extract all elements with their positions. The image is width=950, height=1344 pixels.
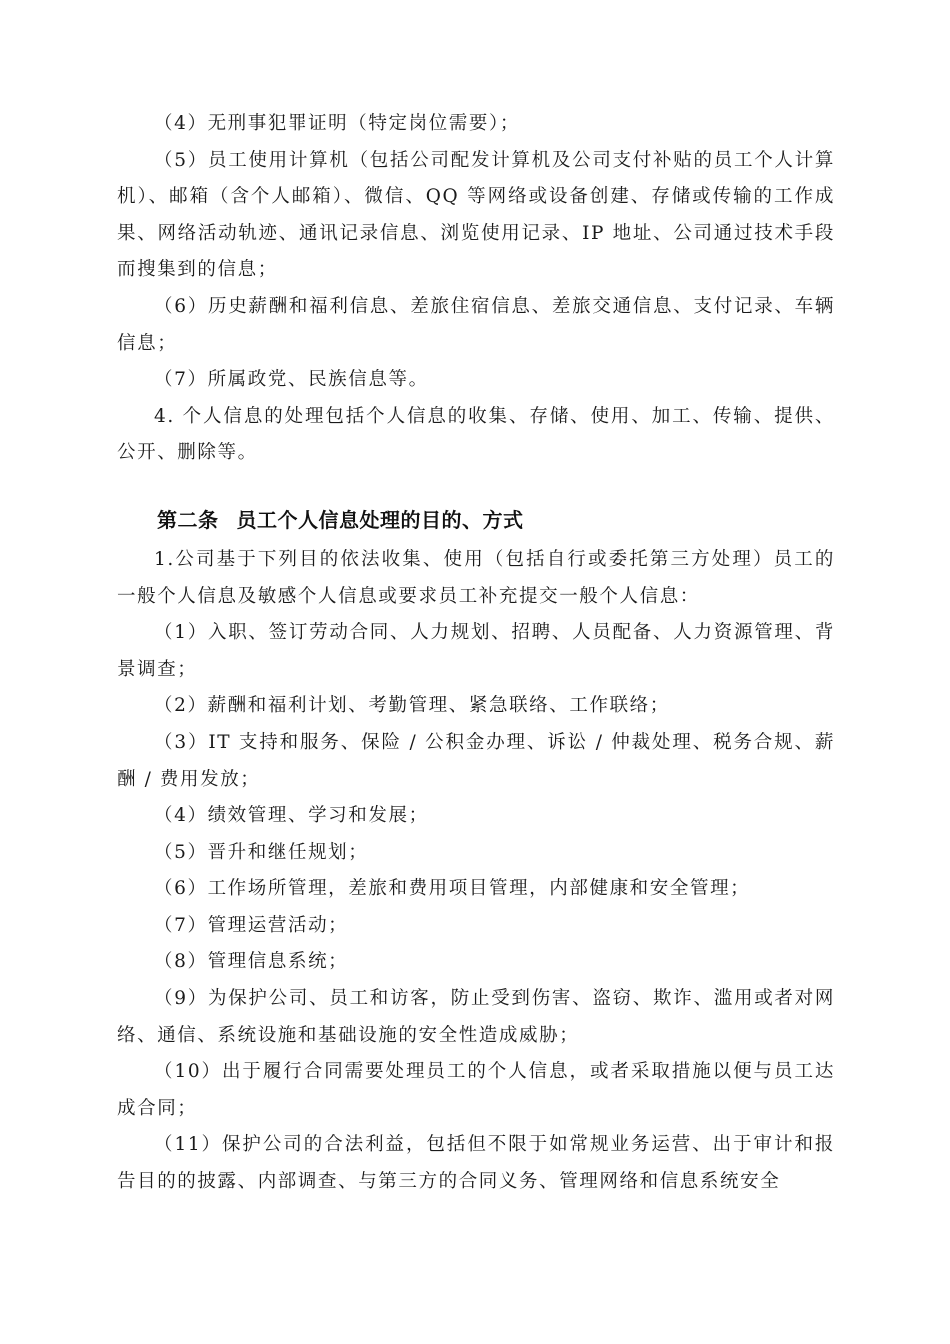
list-item: （5）晋升和继任规划； [154,841,369,863]
list-item: （1）入职、签订劳动合同、人力规划、招聘、人员配备、人力资源管理、背景调查； [117,622,835,680]
paragraph-item-4: 4. 个人信息的处理包括个人信息的收集、存储、使用、加工、传输、提供、公开、删除等。 [117,405,835,464]
list-item: （7）所属政党、民族信息等。 [154,369,429,391]
list-item: （8）管理信息系统； [154,951,349,973]
list-item: （2）薪酬和福利计划、考勤管理、紧急联络、工作联络； [154,695,670,717]
list-item: （6）历史薪酬和福利信息、差旅住宿信息、差旅交通信息、支付记录、车辆信息； [117,295,835,354]
list-item: （9）为保护公司、员工和访客，防止受到伤害、盗窃、欺诈、滥用或者对网络、通信、系统设施和基础设施的安全性造成威胁； [117,988,835,1046]
article-number: 第二条 [157,507,219,532]
article-intro: 1.公司基于下列目的依法收集、使用（包括自行或委托第三方处理）员工的一般个人信息及敏感个人信息或要求员工补充提交一般个人信息： [117,548,835,607]
list-item: （4）绩效管理、学习和发展； [154,805,429,827]
list-item: （4）无刑事犯罪证明（特定岗位需要）； [154,113,520,134]
article-title: 员工个人信息处理的目的、方式 [236,507,524,532]
list-item: （7）管理运营活动； [154,914,349,936]
list-item: （6）工作场所管理，差旅和费用项目管理，内部健康和安全管理； [154,878,751,900]
list-item: （11）保护公司的合法利益，包括但不限于如常规业务运营、出于审计和报告目的的披露、内部调查、与第三方的合同义务、管理网络和信息系统安全 [117,1134,835,1193]
list-item: （3）IT 支持和服务、保险 / 公积金办理、诉讼 / 仲裁处理、税务合规、薪酬 / 费用发放； [117,731,835,790]
list-item: （10）出于履行合同需要处理员工的个人信息，或者采取措施以便与员工达成合同； [117,1061,835,1119]
list-item: （5）员工使用计算机（包括公司配发计算机及公司支付补贴的员工个人计算机）、邮箱（含个人邮箱）、微信、QQ 等网络或设备创建、存储或传输的工作成果、网络活动轨迹、通讯记录信息、浏览使用记录、IP 地址、公司通过技术手段而搜集到的信息； [117,149,835,281]
article-heading [117,498,835,542]
document-body [117,106,835,1201]
